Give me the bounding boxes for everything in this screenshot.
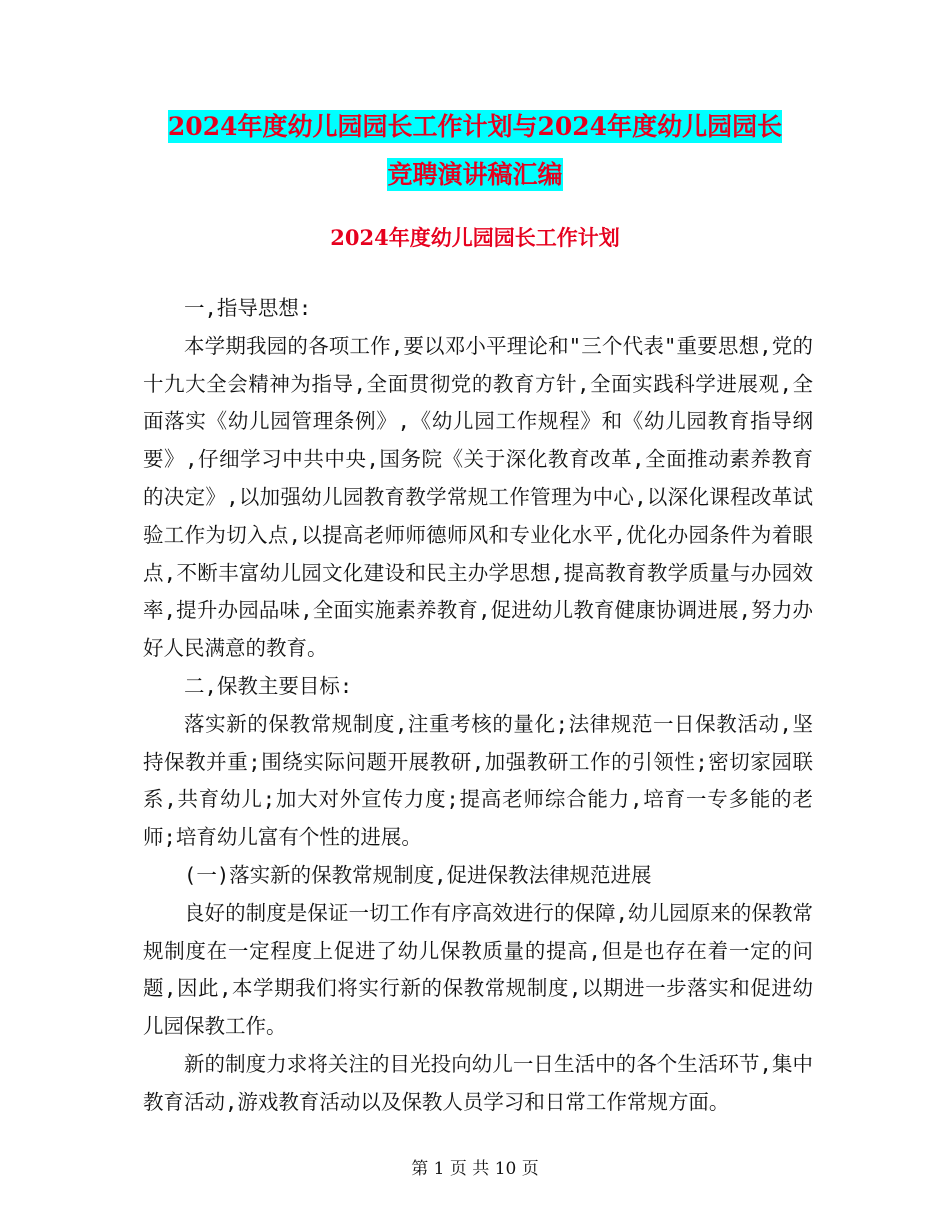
paragraph: 新的制度力求将关注的目光投向幼儿一日生活中的各个生活环节,集中教育活动,游戏教育活动以及保教人员学习和日常工作常规方面。 <box>143 1051 813 1114</box>
heading-main-goals: 二,保教主要目标: <box>184 673 353 698</box>
heading-guiding-ideology: 一,指导思想: <box>184 296 312 320</box>
document-title-line-2 <box>0 150 950 200</box>
paragraph: 落实新的保教常规制度,注重考核的量化;法律规范一日保教活动,坚持保教并重;围绕实际问题开展教研,加强教研工作的引领性;密切家园联系,共育幼儿;加大对外宣传力度;提高老师综合能力,培育一专多能的老师;培育幼儿富有个性的进展。 <box>143 711 813 850</box>
paragraph: 良好的制度是保证一切工作有序高效进行的保障,幼儿园原来的保教常规制度在一定程度上促进了幼儿保教质量的提高,但是也存在着一定的问题,因此,本学期我们将实行新的保教常规制度,以期进一步落实和促进幼儿园保教工作。 <box>143 900 813 1039</box>
document-body <box>143 290 813 1122</box>
subheading-regulations: (一)落实新的保教常规制度,促进保教法律规范进展 <box>184 862 652 887</box>
title-highlight: 2024年度幼儿园园长工作计划与2024年度幼儿园园长 <box>167 112 783 141</box>
section-title: 2024年度幼儿园园长工作计划 <box>330 225 620 250</box>
paragraph: 本学期我园的各项工作,要以邓小平理论和"三个代表"重要思想,党的十九大全会精神为指导,全面贯彻党的教育方针,全面实践科学进展观,全面落实《幼儿园管理条例》,《幼儿园工作规程》和《幼儿园教育指导纲要》,仔细学习中共中央,国务院《关于深化教育改革,全面推动素养教育的决定》,以加强幼儿园教育教学常规工作管理为中心,以深化课程改革试验工作为切入点,以提高老师师德师风和专业化水平,优化办园条件为着眼点,不断丰富幼儿园文化建设和民主办学思想,提高教育教学质量与办园效率,提升办园品味,全面实施素养教育,促进幼儿教育健康协调进展,努力办好人民满意的教育。 <box>143 333 813 661</box>
document-title-line-1 <box>0 102 950 152</box>
page-footer: 第 1 页 共 10 页 <box>411 1159 539 1179</box>
title-highlight: 竞聘演讲稿汇编 <box>387 160 563 189</box>
